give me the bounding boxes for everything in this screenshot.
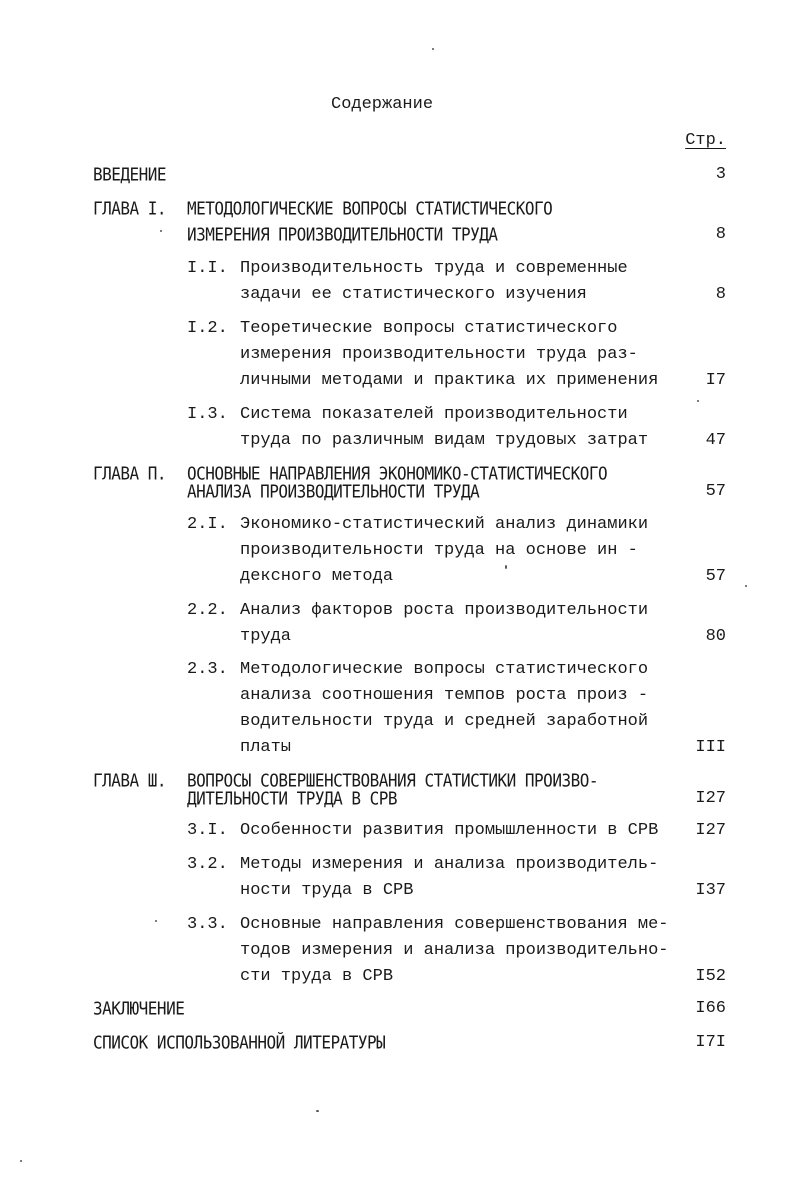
- toc-section-2-3-line-1: Методологические вопросы статистического: [240, 660, 649, 679]
- toc-chapter-2-line-2: АНАЛИЗА ПРОИЗВОДИТЕЛЬНОСТИ ТРУДА: [187, 480, 480, 503]
- toc-section-3-3-label: 3.3.: [187, 915, 228, 934]
- toc-section-2-1-line-1: Экономико-статистический анализ динамики: [240, 515, 649, 534]
- toc-section-3-2-page: I37: [695, 881, 726, 900]
- toc-section-2-3-line-4: платы: [240, 738, 292, 757]
- toc-chapter-2-page: 57: [705, 482, 726, 501]
- toc-bibliography-title: СПИСОК ИСПОЛЬЗОВАННОЙ ЛИТЕРАТУРЫ: [93, 1031, 386, 1054]
- toc-intro-title: ВВЕДЕНИЕ: [93, 163, 167, 186]
- toc-section-1-3-label: I.3.: [187, 405, 228, 424]
- toc-section-3-3-line-3: сти труда в СРВ: [240, 967, 394, 986]
- toc-section-2-2-label: 2.2.: [187, 601, 228, 620]
- toc-section-3-2-line-2: ности труда в СРВ: [240, 881, 414, 900]
- toc-section-1-3-line-2: труда по различным видам трудовых затрат: [240, 431, 649, 450]
- toc-section-1-1-line-2: задачи ее статистического изучения: [240, 285, 587, 304]
- page-title: Содержание: [331, 95, 434, 114]
- toc-section-3-1-line-1: Особенности развития промышленности в СРВ: [240, 821, 659, 840]
- toc-section-1-2-line-2: измерения производительности труда раз-: [240, 345, 638, 364]
- toc-section-3-3-line-1: Основные направления совершенствования ме-: [240, 915, 669, 934]
- toc-section-1-1-page: 8: [715, 285, 726, 304]
- toc-chapter-1-label: ГЛАВА I.: [93, 197, 167, 220]
- toc-section-1-1-line-1: Производительность труда и современные: [240, 259, 628, 278]
- toc-chapter-1-line-1: МЕТОДОЛОГИЧЕСКИЕ ВОПРОСЫ СТАТИСТИЧЕСКОГО: [187, 197, 553, 220]
- scan-speck: [20, 1160, 22, 1162]
- toc-section-3-2-line-1: Методы измерения и анализа производитель-: [240, 855, 659, 874]
- toc-conclusion-page: I66: [695, 999, 726, 1018]
- toc-section-3-3-page: I52: [695, 967, 726, 986]
- toc-section-2-2-line-2: труда: [240, 627, 292, 646]
- toc-section-3-1-page: I27: [695, 821, 726, 840]
- toc-chapter-3-line-2: ДИТЕЛЬНОСТИ ТРУДА В СРВ: [187, 787, 398, 810]
- scan-speck: [745, 585, 747, 587]
- toc-intro-page: 3: [715, 165, 726, 184]
- toc-section-2-3-page: III: [695, 738, 726, 757]
- toc-chapter-1-line-2: ИЗМЕРЕНИЯ ПРОИЗВОДИТЕЛЬНОСТИ ТРУДА: [187, 223, 498, 246]
- toc-section-3-1-label: 3.I.: [187, 821, 228, 840]
- toc-section-1-3-line-1: Система показателей производительности: [240, 405, 628, 424]
- toc-bibliography-page: I7I: [695, 1033, 726, 1052]
- scan-speck: [316, 1110, 319, 1112]
- toc-chapter-3-line-1: ВОПРОСЫ СОВЕРШЕНСТВОВАНИЯ СТАТИСТИКИ ПРОИЗВО-: [187, 769, 598, 792]
- toc-chapter-2-label: ГЛАВА П.: [93, 462, 167, 485]
- scan-speck: [155, 920, 157, 922]
- toc-section-2-2-page: 80: [705, 627, 726, 646]
- toc-section-3-2-label: 3.2.: [187, 855, 228, 874]
- toc-section-1-2-line-1: Теоретические вопросы статистического: [240, 319, 618, 338]
- scan-speck: [505, 565, 507, 569]
- toc-chapter-2-line-1: ОСНОВНЫЕ НАПРАВЛЕНИЯ ЭКОНОМИКО-СТАТИСТИЧЕСКОГО: [187, 462, 608, 485]
- toc-section-2-3-line-2: анализа соотношения темпов роста произ -: [240, 686, 649, 705]
- toc-section-2-1-label: 2.I.: [187, 515, 228, 534]
- toc-section-3-3-line-2: тодов измерения и анализа производительно-: [240, 941, 669, 960]
- toc-section-2-2-line-1: Анализ факторов роста производительности: [240, 601, 649, 620]
- scan-speck: [432, 48, 434, 50]
- toc-section-1-3-page: 47: [705, 431, 726, 450]
- toc-chapter-1-page: 8: [715, 225, 726, 244]
- toc-section-2-1-line-3: дексного метода: [240, 567, 394, 586]
- toc-section-1-2-label: I.2.: [187, 319, 228, 338]
- toc-section-2-1-line-2: производительности труда на основе ин -: [240, 541, 638, 560]
- toc-section-2-3-line-3: водительности труда и средней заработной: [240, 712, 649, 731]
- toc-section-1-2-line-3: личными методами и практика их применения: [240, 371, 659, 390]
- scan-speck: [697, 400, 699, 402]
- toc-section-1-1-label: I.I.: [187, 259, 228, 278]
- toc-section-1-2-page: I7: [705, 371, 726, 390]
- scan-speck: [160, 230, 162, 232]
- page-column-header: Стр.: [685, 131, 726, 150]
- toc-section-2-3-label: 2.3.: [187, 660, 228, 679]
- toc-conclusion-title: ЗАКЛЮЧЕНИЕ: [93, 997, 185, 1020]
- toc-section-2-1-page: 57: [705, 567, 726, 586]
- toc-chapter-3-label: ГЛАВА Ш.: [93, 769, 167, 792]
- toc-chapter-3-page: I27: [695, 789, 726, 808]
